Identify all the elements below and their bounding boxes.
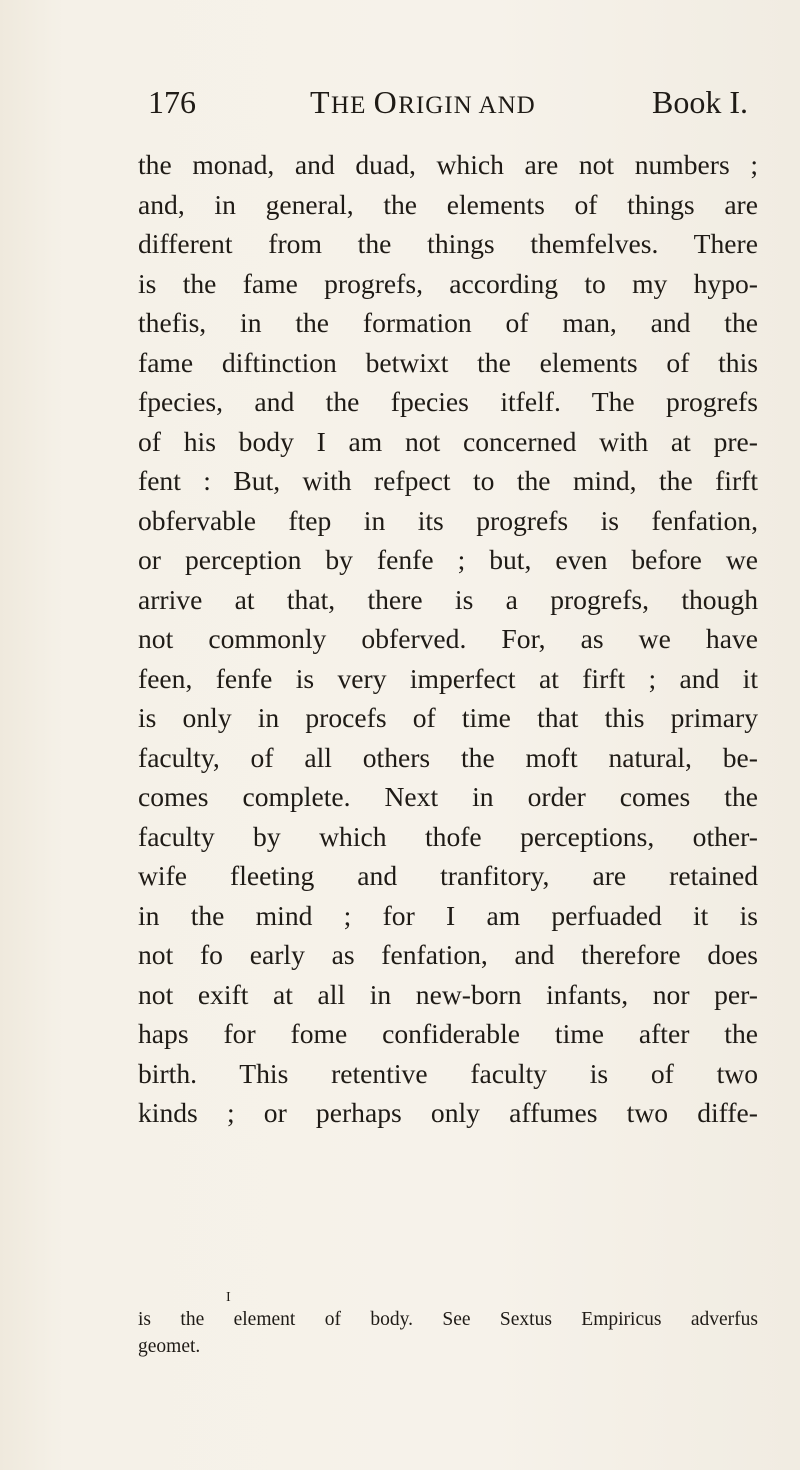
text-line: feen, fenfe is very imperfect at firft ; and it [138,662,758,694]
text-line: not exift at all in new-born infants, nor per- [138,978,758,1010]
page-number: 176 [148,84,196,120]
text-line: not fo early as fenfation, and therefore does [138,939,758,970]
footnote [138,1290,758,1360]
text-line: kinds ; or perhaps only affumes two diffe- [138,1097,758,1128]
text-line: the monad, and duad, which are not numbers ; [138,149,758,180]
text-line: obfervable ftep in its progrefs is fenfation, [138,504,758,536]
text-line: birth. This retentive faculty is of two [138,1057,758,1089]
footnote-mark: I [226,1290,231,1305]
text-line: fame diftinction betwixt the elements of this [138,346,758,378]
text-line: comes complete. Next in order comes the [138,781,758,812]
text-line: and, in general, the elements of things are [138,188,758,220]
text-line: fent : But, with refpect to the mind, the firft [138,465,758,496]
running-title: THE ORIGIN AND [310,84,536,120]
text-line: is the fame progrefs, according to my hypo- [138,267,758,299]
text-line: wife fleeting and tranfitory, are retained [138,860,758,891]
text-line: is only in procefs of time that this primary [138,702,758,733]
footnote-line: is the element of body. See Sextus Empiricus adverfus [138,1309,758,1330]
text-line: haps for fome confiderable time after the [138,1018,758,1049]
text-line: of his body I am not concerned with at pre- [138,425,758,457]
running-header [148,84,748,128]
text-line: thefis, in the formation of man, and the [138,307,758,338]
text-line: fpecies, and the fpecies itfelf. The progrefs [138,386,758,417]
text-line: arrive at that, there is a progrefs, though [138,583,758,615]
text-line: different from the things themfelves. There [138,228,758,259]
text-line: or perception by fenfe ; but, even before we [138,544,758,575]
body-text [138,145,758,1133]
text-line: faculty, of all others the moft natural, be- [138,741,758,773]
text-line: faculty by which thofe perceptions, other- [138,820,758,852]
text-line: in the mind ; for I am perfuaded it is [138,899,758,931]
text-line: not commonly obferved. For, as we have [138,623,758,654]
book-reference: Book I. [652,84,748,120]
footnote-line: geomet. [138,1336,201,1357]
